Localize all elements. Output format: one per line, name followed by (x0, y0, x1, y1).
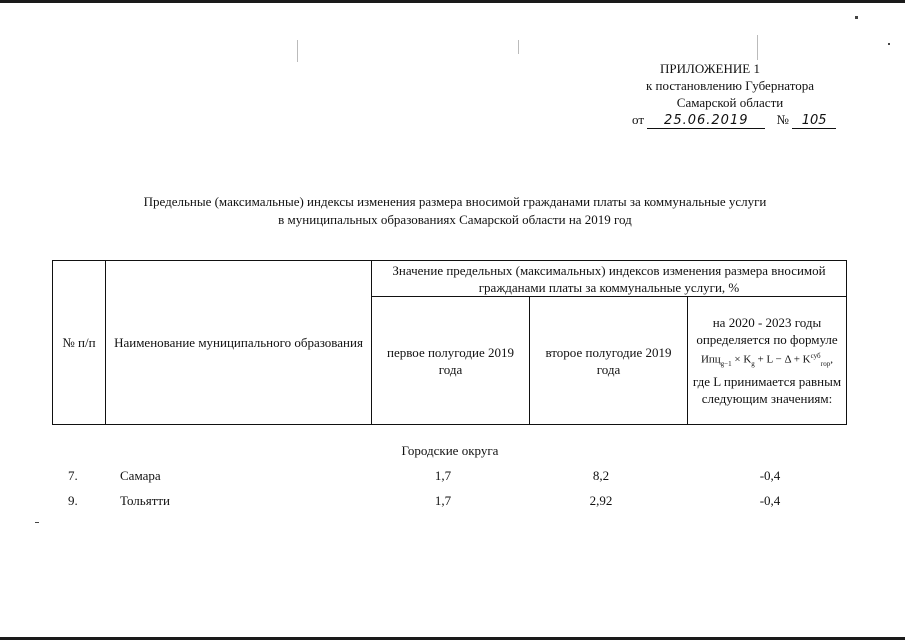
row-second-half: 8,2 (592, 468, 610, 483)
document-title (60, 193, 850, 229)
scan-tick (757, 35, 758, 60)
row-future: -0,4 (759, 468, 781, 483)
scan-tick (518, 40, 519, 54)
document-title-line-2: в муниципальных образованиях Самарской области на 2019 год (278, 212, 632, 227)
scan-tick (297, 40, 298, 62)
number-prefix: № (776, 112, 789, 127)
scan-speck (35, 522, 39, 523)
section-header: Городские округа (401, 443, 499, 458)
table-row (0, 493, 905, 511)
header-name: Наименование муниципального образования (106, 261, 372, 425)
indices-table (52, 260, 847, 425)
appendix-title: ПРИЛОЖЕНИЕ 1 (660, 61, 760, 76)
row-name: Тольятти (120, 493, 171, 508)
appendix-date-line (610, 111, 850, 129)
header-future-text: на 2020 - 2023 годы определяется по формуле (696, 315, 838, 348)
row-future: -0,4 (759, 493, 781, 508)
date-prefix: от (632, 112, 645, 127)
header-index-group: Значение предельных (максимальных) индексов изменения размера вносимой гражданами платы за коммунальные услуги, % (372, 261, 847, 297)
table-row (0, 468, 905, 486)
row-name: Самара (120, 468, 161, 483)
row-first-half: 1,7 (434, 468, 452, 483)
scan-border-top (0, 0, 905, 3)
header-number: № п/п (53, 261, 106, 425)
header-second-half: второе полугодие 2019 года (530, 297, 688, 425)
handwritten-date: 25.06.2019 (647, 114, 765, 129)
scan-speck (888, 43, 890, 45)
header-first-half: первое полугодие 2019 года (372, 297, 530, 425)
appendix-block (610, 60, 850, 129)
row-number: 9. (68, 493, 78, 508)
appendix-line-1: к постановлению Губернатора (645, 78, 815, 93)
appendix-line-2: Самарской области (676, 95, 784, 110)
row-second-half: 2,92 (589, 493, 613, 508)
header-future-years (688, 297, 847, 425)
row-first-half: 1,7 (434, 493, 452, 508)
handwritten-number: 105 (792, 114, 836, 129)
scan-speck (855, 16, 858, 19)
row-number: 7. (68, 468, 78, 483)
header-future-condition: где L принимается равным следующим значениям: (692, 373, 842, 406)
index-formula: $Ипц_{g-1} \times K_g + L - \Delta + K^{суб}_{гор}$, (700, 352, 834, 368)
document-title-line-1: Предельные (максимальные) индексы изменения размера вносимой гражданами платы за коммунальные услуги (143, 194, 767, 209)
